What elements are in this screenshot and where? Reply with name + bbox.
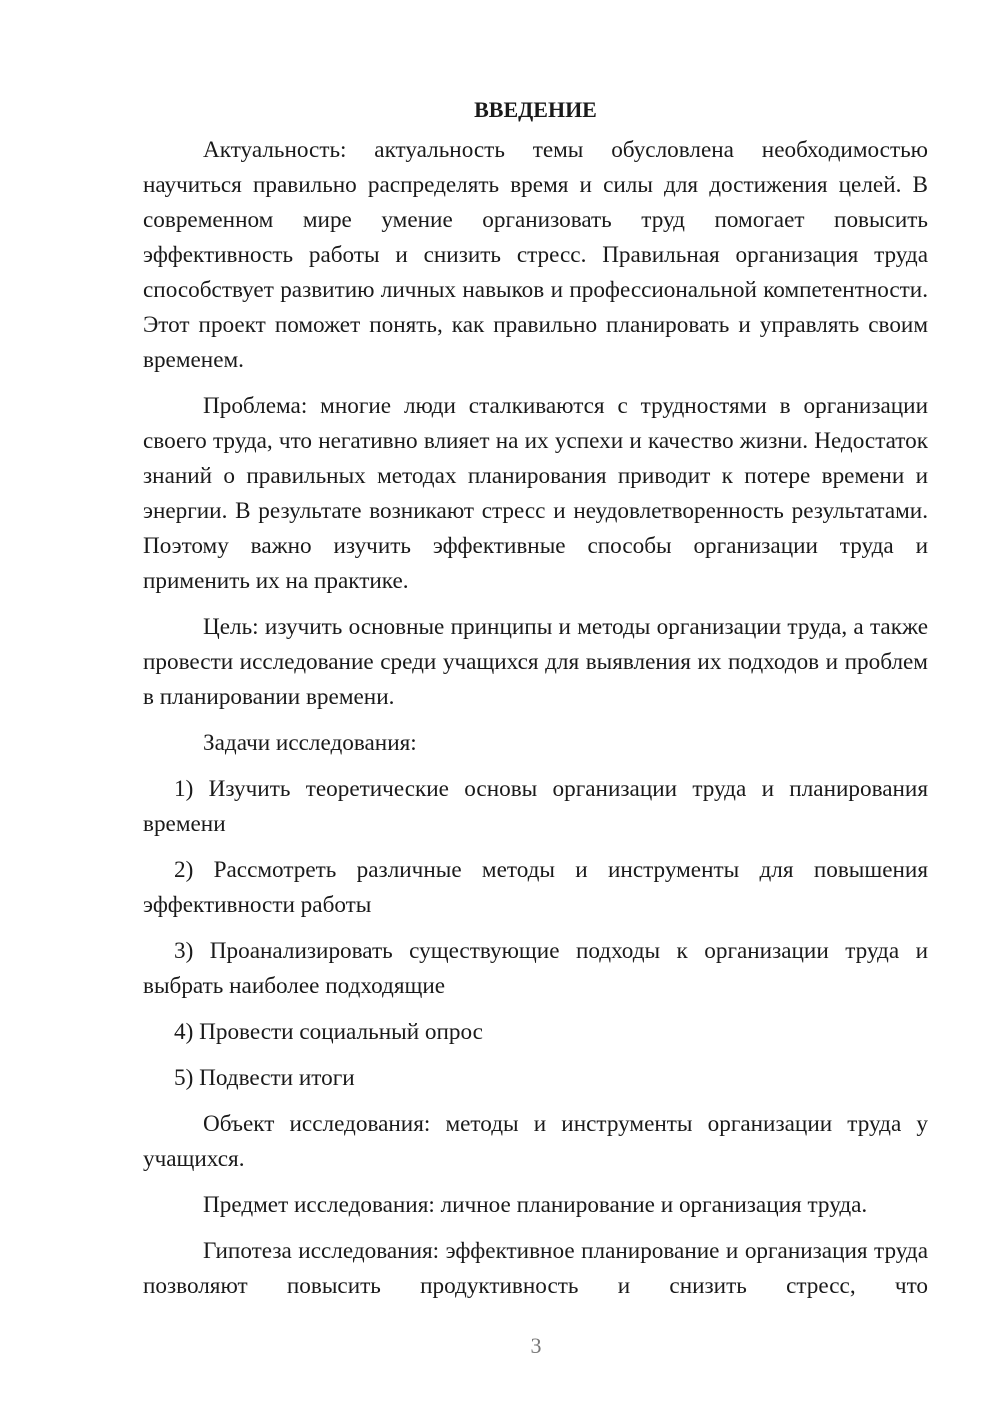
relevance-paragraph: Актуальность: актуальность темы обусловлена необходимостью научиться правильно распределять время и силы для достижения целей. В современном мире умение организовать труд помогает повысить эффективность работы и снизить стресс. Правильная организация труда способствует развитию личных навыков и профессиональной компетентности. Этот проект поможет понять, как правильно планировать и управлять своим временем. [143,137,928,373]
hypothesis-paragraph: Гипотеза исследования: эффективное планирование и организация труда позволяют повысить продуктивность и снизить стресс, что [143,1238,928,1299]
task-item-4: 4) Провести социальный опрос [174,1019,483,1045]
object-paragraph: Объект исследования: методы и инструменты организации труда у учащихся. [143,1111,928,1172]
task-item-2: 2) Рассмотреть различные методы и инструменты для повышения эффективности работы [143,857,928,918]
task-item-1: 1) Изучить теоретические основы организации труда и планирования времени [143,776,928,837]
subject-paragraph: Предмет исследования: личное планирование и организация труда. [203,1192,868,1218]
document-page [143,92,928,1315]
task-item-3: 3) Проанализировать существующие подходы к организации труда и выбрать наиболее подходящие [143,938,928,999]
section-title: ВВЕДЕНИЕ [474,97,597,122]
page-number: 3 [530,1333,542,1358]
tasks-heading: Задачи исследования: [203,730,417,756]
goal-paragraph: Цель: изучить основные принципы и методы организации труда, а также провести исследование среди учащихся для выявления их подходов и проблем в планировании времени. [143,614,928,710]
problem-paragraph: Проблема: многие люди сталкиваются с трудностями в организации своего труда, что негативно влияет на их успехи и качество жизни. Недостаток знаний о правильных методах планирования приводит к потере времени и энергии. В результате возникают стресс и неудовлетворенность результатами. Поэтому важно изучить эффективные способы организации труда и применить их на практике. [143,393,928,594]
task-item-5: 5) Подвести итоги [174,1065,355,1091]
